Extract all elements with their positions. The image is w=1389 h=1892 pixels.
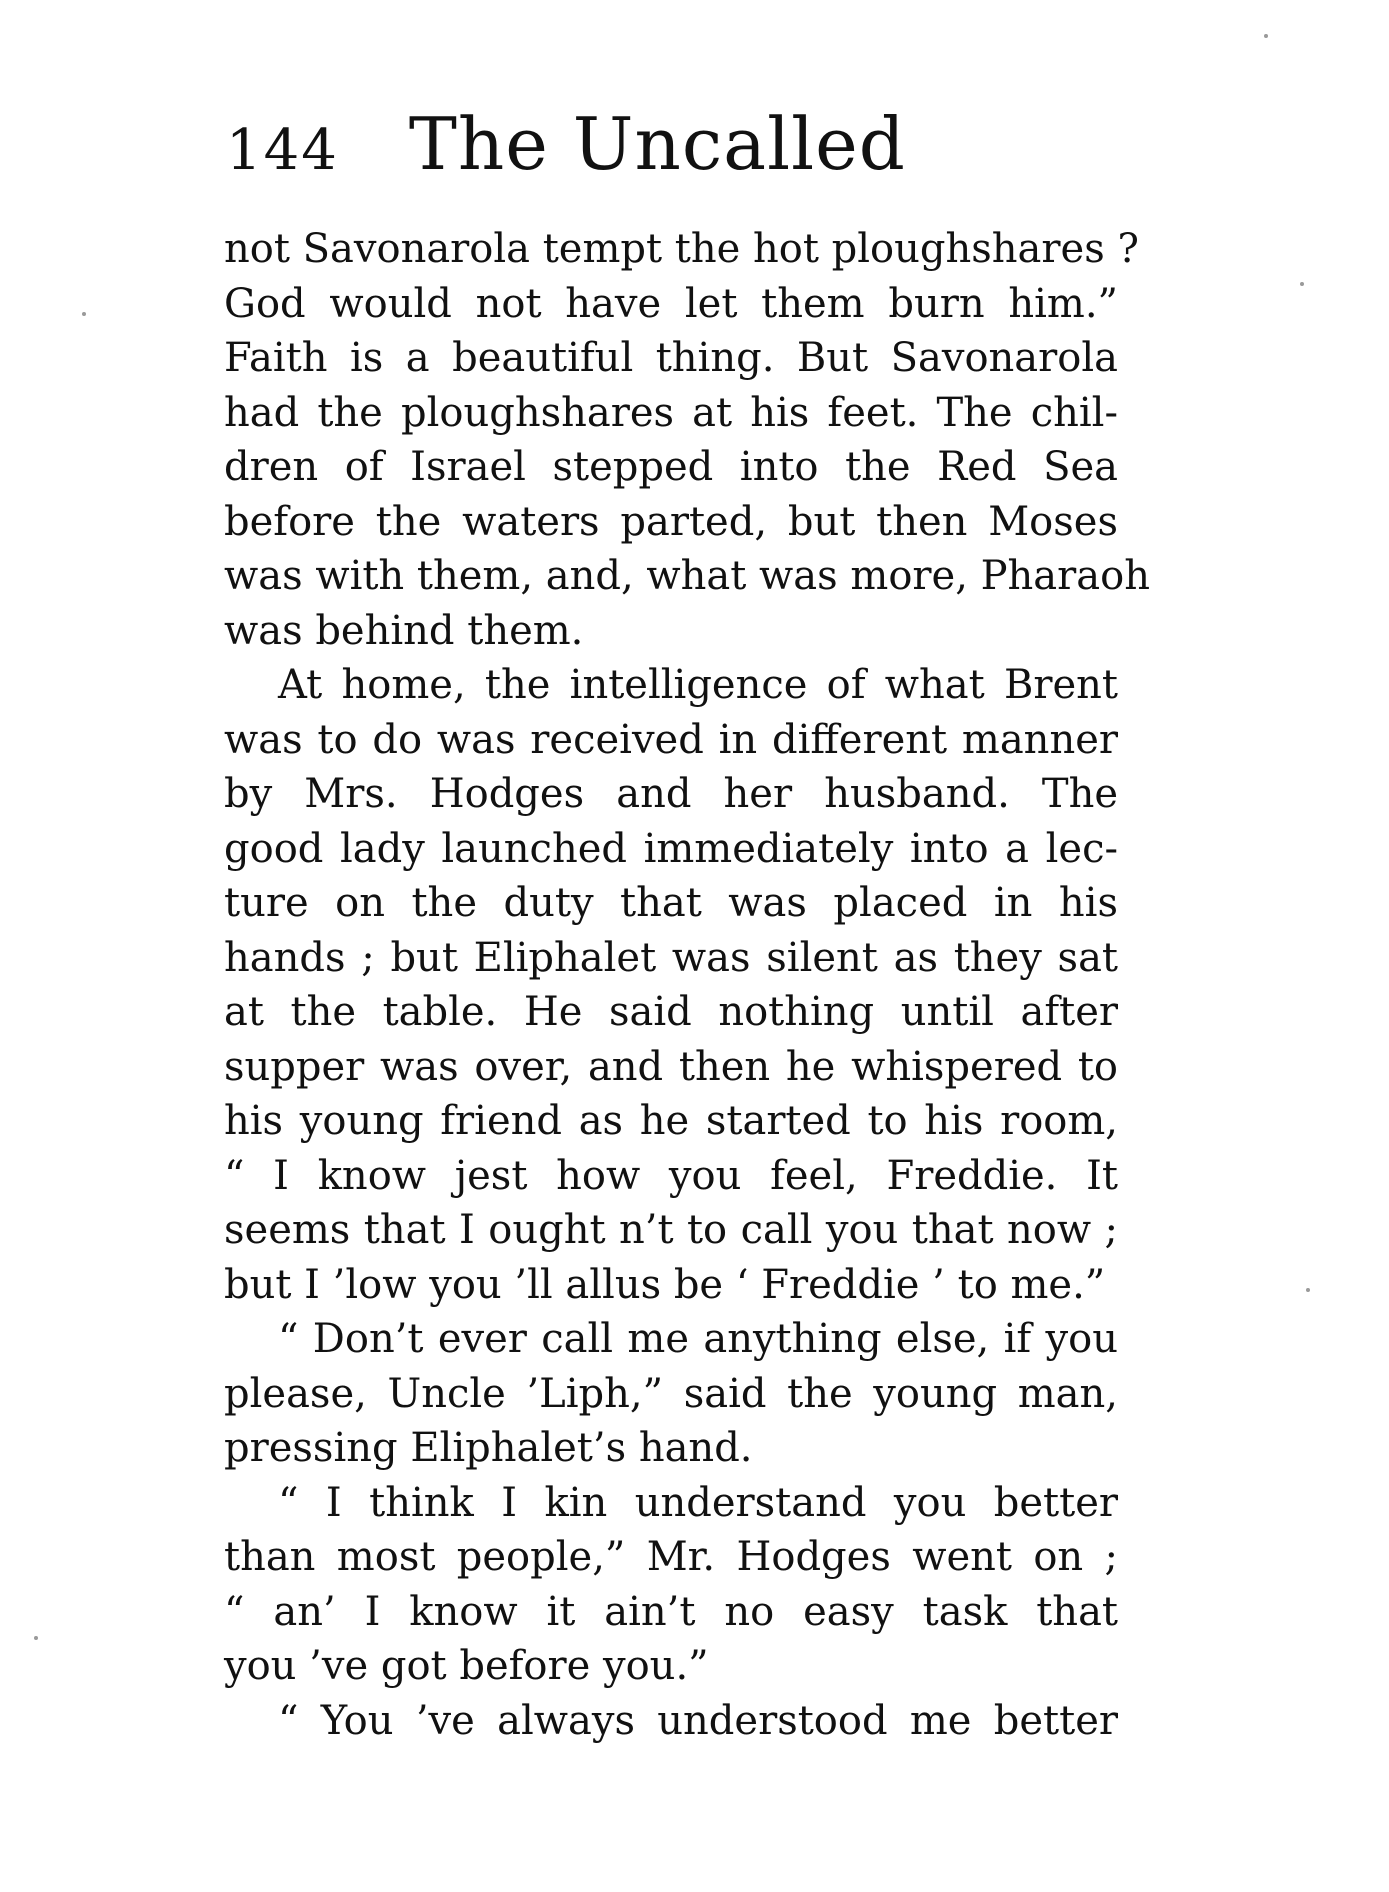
text-line: than most people,” Mr. Hodges went on ; [224, 1534, 1118, 1580]
scan-speck [82, 312, 86, 316]
text-line: “ an’ I know it ain’t no easy task that [224, 1588, 1118, 1635]
text-line: please, Uncle ’Liph,” said the young man, [224, 1370, 1118, 1417]
text-line: was to do was received in different manner [224, 716, 1118, 763]
text-line: Faith is a beautiful thing. But Savonarola [224, 335, 1118, 381]
paragraph-start-line: “ Don’t ever call me anything else, if you [278, 1316, 1118, 1362]
running-head [226, 102, 906, 198]
body-text [224, 222, 1150, 1748]
book-title: The Uncalled [408, 102, 906, 186]
text-line: supper was over, and then he whispered to [224, 1043, 1118, 1090]
text-line: by Mrs. Hodges and her husband. The [224, 771, 1118, 817]
text-line: had the ploughshares at his feet. The chil- [224, 389, 1118, 436]
text-line: “ I know jest how you feel, Freddie. It [224, 1152, 1118, 1199]
text-line: good lady launched immediately into a lec- [224, 825, 1118, 872]
text-line: at the table. He said nothing until after [224, 989, 1118, 1035]
text-line: you ’ve got before you.” [224, 1643, 709, 1689]
page-number: 144 [226, 118, 339, 183]
paragraph-start-line: “ You ’ve always understood me better [278, 1697, 1118, 1744]
text-line: dren of Israel stepped into the Red Sea [224, 444, 1118, 490]
text-line: seems that I ought n’t to call you that now ; [224, 1207, 1118, 1253]
text-line: his young friend as he started to his room, [224, 1098, 1118, 1144]
text-line: ture on the duty that was placed in his [224, 880, 1118, 926]
text-line: pressing Eliphalet’s hand. [224, 1425, 753, 1471]
scan-speck [1306, 1288, 1310, 1292]
paragraph-start-line: “ I think I kin understand you better [278, 1479, 1118, 1526]
scan-speck [34, 1636, 38, 1640]
text-line: but I ’low you ’ll allus be ‘ Freddie ’ to me.” [224, 1261, 1106, 1308]
paragraph-start-line: At home, the intelligence of what Brent [278, 662, 1118, 708]
text-line: hands ; but Eliphalet was silent as they sat [224, 934, 1118, 981]
text-line: not Savonarola tempt the hot ploughshares ? [224, 226, 1139, 272]
text-line: God would not have let them burn him.” [224, 280, 1118, 327]
scan-speck [1264, 34, 1268, 38]
scan-speck [1300, 282, 1304, 286]
text-line: before the waters parted, but then Moses [224, 498, 1118, 545]
text-line: was with them, and, what was more, Pharaoh [224, 553, 1150, 599]
text-line: was behind them. [224, 607, 584, 654]
